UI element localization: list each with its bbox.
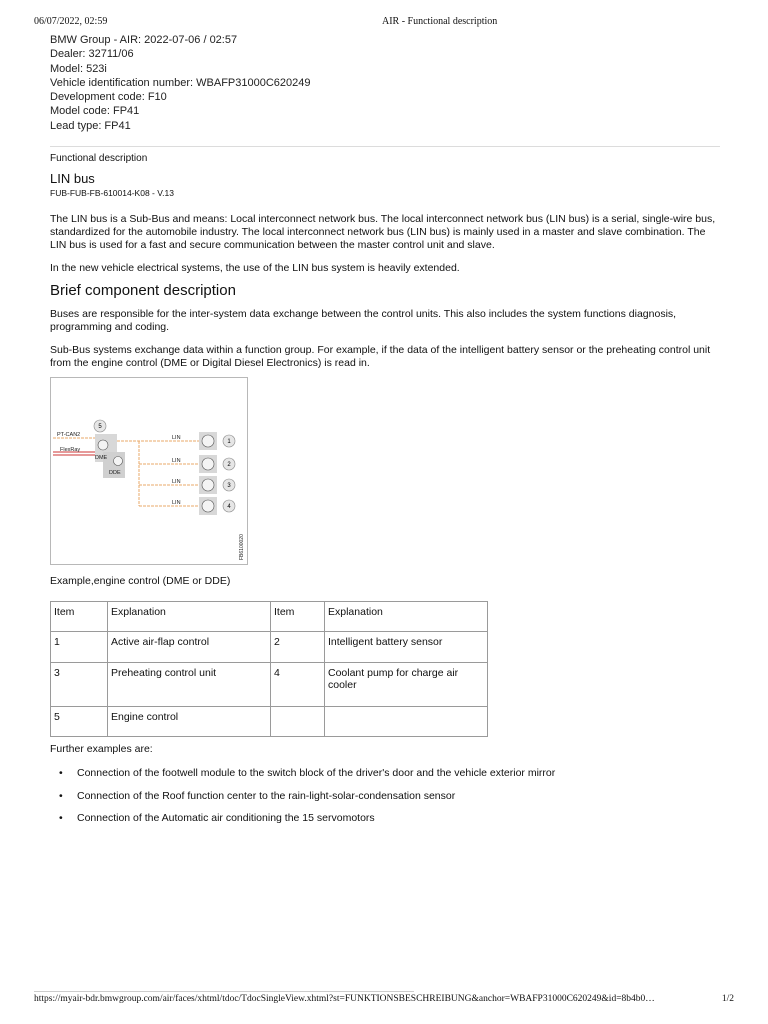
intro-paragraph: The LIN bus is a Sub-Bus and means: Local interconnect network bus. The local interconnect network bus (LIN bus) is a serial, single-wire bus, standardized for the automobile industry. The local interconnect network bus (LIN bus) is mainly used in a master and slave combination. The LIN bus is used for a fast and secure communication between the master control unit and slave. [50, 213, 716, 252]
section-label: Functional description [50, 153, 148, 164]
table-cell: Coolant pump for charge air cooler [325, 663, 488, 707]
print-title: AIR - Functional description [382, 16, 498, 27]
diagram-labels [57, 432, 245, 560]
list-item: • Connection of the footwell module to the switch block of the driver's door and the vehicle exterior mirror [50, 767, 555, 790]
callout-4-label: 4 [227, 504, 231, 510]
diagram-svg [51, 378, 247, 564]
table-header: Explanation [108, 602, 271, 632]
lin-modules [199, 432, 217, 515]
dme-symbol [98, 440, 108, 450]
flexray-label: FlexRay [60, 447, 81, 453]
callout-2-label: 2 [227, 462, 231, 468]
callout-5-label: 5 [98, 424, 102, 430]
table-header: Item [271, 602, 325, 632]
diagram-caption: Example,engine control (DME or DDE) [50, 575, 231, 587]
table-header: Item [51, 602, 108, 632]
module-4-symbol [202, 500, 214, 512]
dme-label: DME [95, 455, 108, 461]
table-cell: 1 [51, 632, 108, 663]
meta-line: Vehicle identification number: WBAFP31000C620249 [50, 76, 311, 89]
table-row [51, 663, 488, 707]
footer-divider [34, 991, 414, 992]
table-header: Explanation [325, 602, 488, 632]
divider [50, 146, 720, 147]
lin-label-2: LIN [172, 458, 181, 464]
meta-line: Dealer: 32711/06 [50, 48, 134, 61]
table-cell: Active air-flap control [108, 632, 271, 663]
callout-3-label: 3 [227, 483, 231, 489]
table-cell: Preheating control unit [108, 663, 271, 707]
table-cell: 3 [51, 663, 108, 707]
subbus-paragraph: Sub-Bus systems exchange data within a function group. For example, if the data of the intelligent battery sensor or the preheating control unit from the engine control (DME or Digital Diesel Electronics) is read in. [50, 344, 711, 370]
table-cell [271, 707, 325, 737]
further-examples-label: Further examples are: [50, 743, 153, 755]
print-header [34, 16, 734, 30]
lin-label-3: LIN [172, 479, 181, 485]
dde-label: DDE [109, 470, 121, 476]
table-cell: 2 [271, 632, 325, 663]
document-title: LIN bus [50, 171, 95, 186]
meta-line: Model: 523i [50, 62, 107, 75]
figure-code: FB6100020 [239, 534, 245, 560]
meta-line: Development code: F10 [50, 91, 167, 104]
vehicle-info [50, 33, 311, 133]
callout-1-label: 1 [227, 439, 231, 445]
intro-paragraph-2: In the new vehicle electrical systems, the use of the LIN bus system is heavily extended. [50, 262, 460, 274]
dde-symbol [114, 457, 123, 466]
buses-paragraph: Buses are responsible for the inter-system data exchange between the control units. This also includes the system functions diagnosis, programming and coding. [50, 308, 677, 334]
examples-list [50, 767, 555, 835]
table-header-row [51, 602, 488, 632]
table-cell: 4 [271, 663, 325, 707]
print-datetime: 06/07/2022, 02:59 [34, 16, 108, 27]
module-3-symbol [202, 479, 214, 491]
meta-line: Model code: FP41 [50, 105, 140, 118]
table-row [51, 632, 488, 663]
table-cell: Intelligent battery sensor [325, 632, 488, 663]
module-1-symbol [202, 435, 214, 447]
section-heading: Brief component description [50, 282, 236, 299]
table-row [51, 707, 488, 737]
source-url: https://myair-bdr.bmwgroup.com/air/faces/xhtml/tdoc/TdocSingleView.xhtml?st=FUNKTIONSBESCHREIBUNG&anchor=WBAFP31000C620249&id=8b4b0… [34, 994, 655, 1004]
list-item: • Connection of the Roof function center to the rain-light-solar-condensation sensor [50, 790, 555, 813]
meta-line: Lead type: FP41 [50, 119, 131, 132]
list-item: • Connection of the Automatic air conditioning the 15 servomotors [50, 812, 555, 835]
document-id: FUB-FUB-FB-610014-K08 - V.13 [50, 188, 174, 198]
table-cell [325, 707, 488, 737]
lin-bus-diagram [50, 377, 248, 565]
lin-label-1: LIN [172, 435, 181, 441]
meta-line: BMW Group - AIR: 2022-07-06 / 02:57 [50, 34, 238, 46]
page-number: 1/2 [721, 994, 734, 1004]
lin-label-4: LIN [172, 500, 181, 506]
legend-table [50, 601, 488, 737]
table-cell: Engine control [108, 707, 271, 737]
pt-can-label: PT-CAN2 [57, 432, 81, 438]
module-2-symbol [202, 458, 214, 470]
table-cell: 5 [51, 707, 108, 737]
